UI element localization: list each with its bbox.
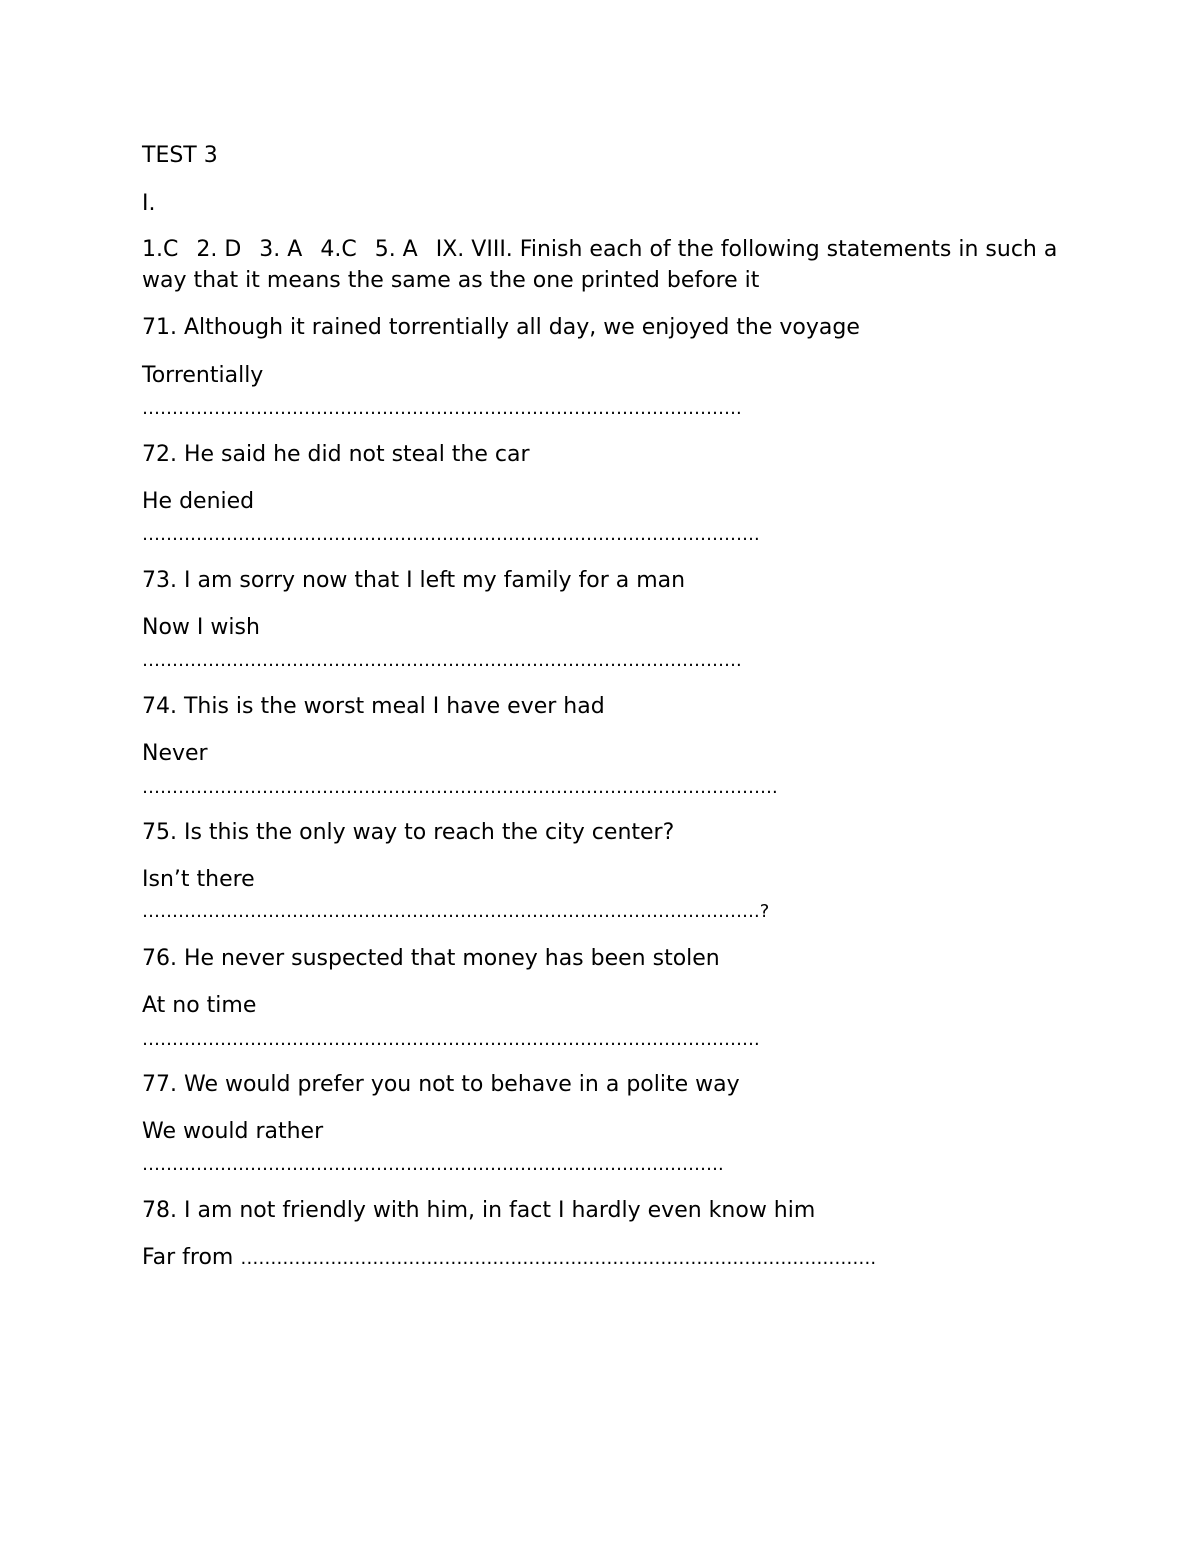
question-77-prompt: 77. We would prefer you not to behave in a polite way <box>142 1072 740 1097</box>
question-74-start: Never <box>142 741 208 766</box>
question-71-start: Torrentially <box>142 363 264 388</box>
question-78-blank: ……………………………………………………………………………………………. <box>240 1248 877 1269</box>
question-77-start: We would rather <box>142 1119 324 1144</box>
question-74-blank: ……………………………………………………………………………………………. <box>142 777 778 798</box>
question-78-start: Far from <box>142 1245 234 1270</box>
question-76-start: At no time <box>142 993 257 1018</box>
question-72-prompt: 72. He said he did not steal the car <box>142 442 530 467</box>
answer-3: 3. A <box>259 237 303 262</box>
section-label: I. <box>142 191 156 216</box>
question-75-prompt: 75. Is this the only way to reach the city center? <box>142 820 675 845</box>
question-75-blank: ………………………………………………………………………………………….? <box>142 901 770 922</box>
question-77-blank: ……………………………………………………………………………………. <box>142 1154 724 1175</box>
question-78-prompt: 78. I am not friendly with him, in fact I hardly even know him <box>142 1198 816 1223</box>
question-73-blank: ………………………………………………………………………………………. <box>142 650 742 671</box>
question-78-answer-line <box>142 1243 876 1274</box>
question-72-start: He denied <box>142 489 255 514</box>
question-71-blank: ………………………………………………………………………………………. <box>142 398 742 419</box>
question-71-prompt: 71. Although it rained torrentially all day, we enjoyed the voyage <box>142 315 860 340</box>
test-title: TEST 3 <box>142 143 218 168</box>
instruction-text: IX. VIII. Finish each of the following statements in such a way that it means the same as the one printed before it <box>142 237 1058 293</box>
question-73-prompt: 73. I am sorry now that I left my family for a man <box>142 568 686 593</box>
answer-5: 5. A <box>374 237 418 262</box>
question-76-blank: …………………………………………………………………………………………. <box>142 1029 760 1050</box>
question-73-start: Now I wish <box>142 615 260 640</box>
question-76-prompt: 76. He never suspected that money has been stolen <box>142 946 720 971</box>
answer-2: 2. D <box>196 237 242 262</box>
question-74-prompt: 74. This is the worst meal I have ever had <box>142 694 605 719</box>
question-72-blank: …………………………………………………………………………………………. <box>142 524 760 545</box>
answer-1: 1.C <box>142 237 179 262</box>
answer-key-and-instruction <box>142 234 1062 296</box>
question-75-start: Isn’t there <box>142 867 255 892</box>
answer-4: 4.C <box>320 237 357 262</box>
